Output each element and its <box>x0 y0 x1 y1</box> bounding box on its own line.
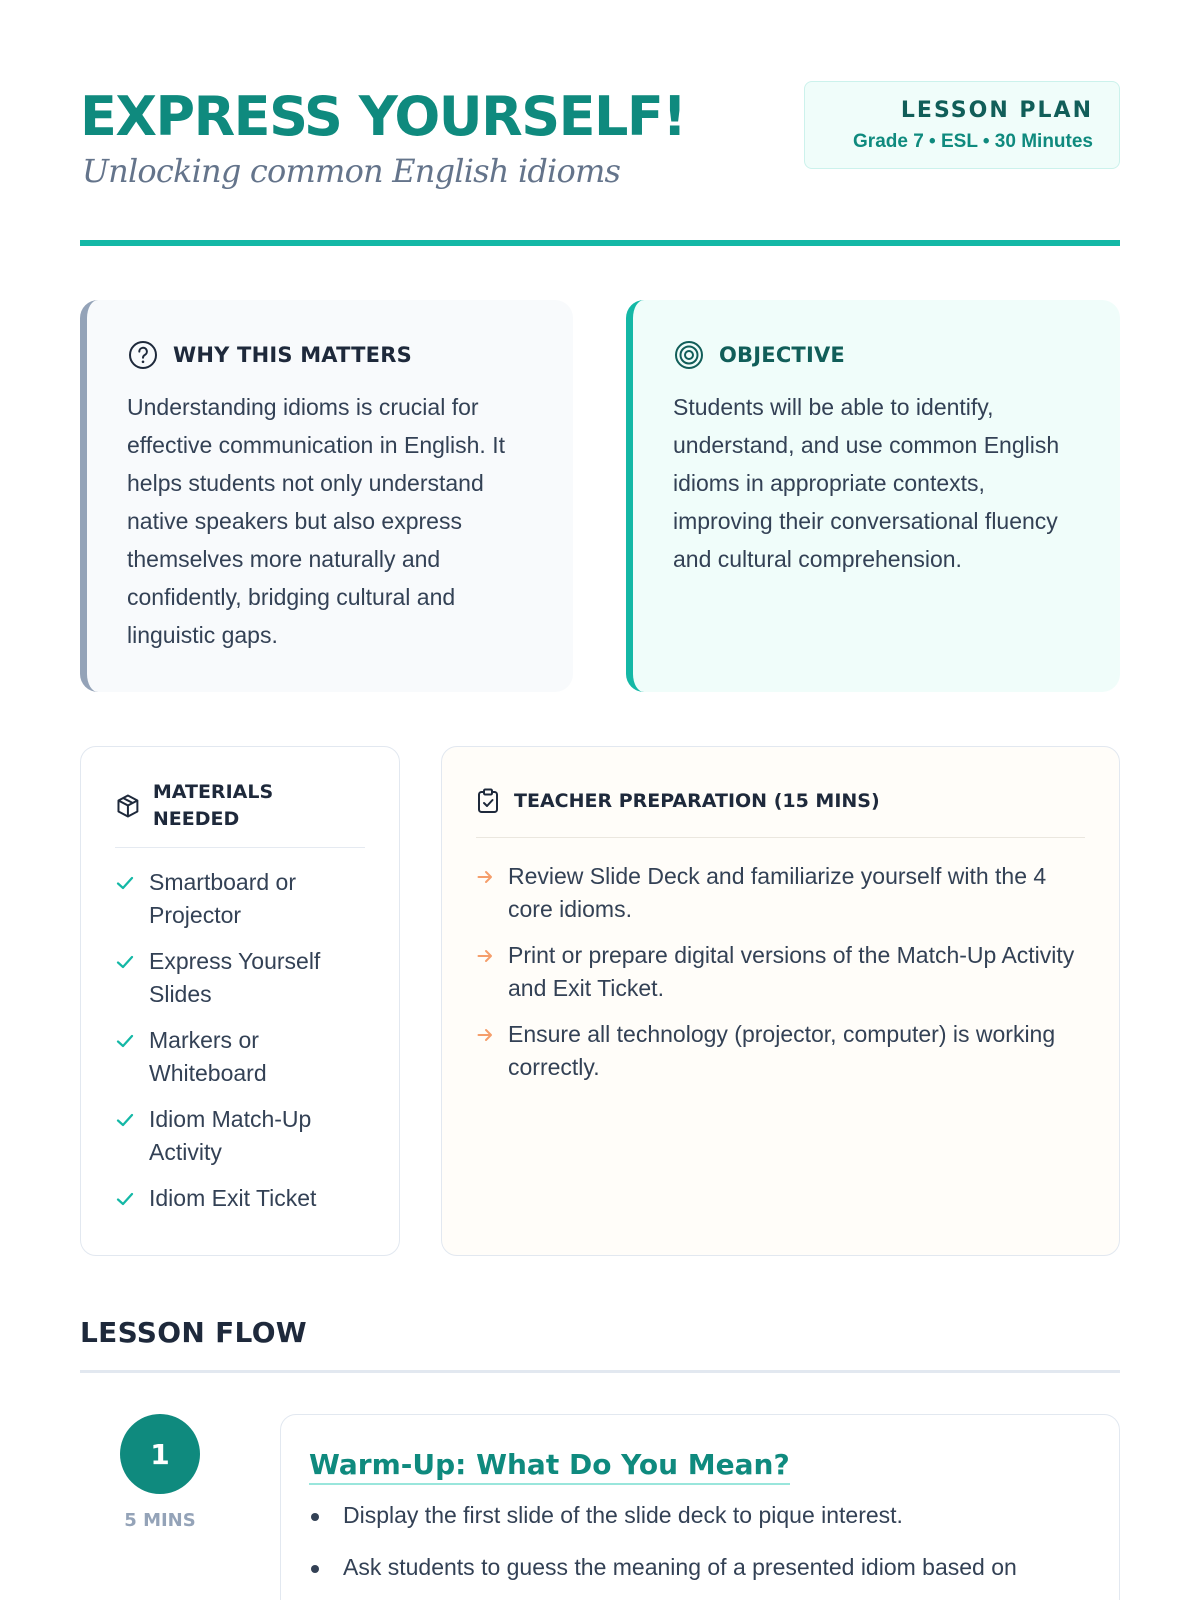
materials-card-header <box>115 779 365 848</box>
teacher-prep-heading: TEACHER PREPARATION (15 MINS) <box>514 790 880 812</box>
objective-card <box>626 300 1120 692</box>
material-label: Smartboard or Projector <box>149 869 297 928</box>
list-item <box>309 1551 1091 1584</box>
lesson-step-card <box>280 1414 1120 1600</box>
lesson-plan-badge <box>804 81 1120 169</box>
material-label: Express Yourself Slides <box>149 948 321 1007</box>
prep-item-text: Review Slide Deck and familiarize yourself with the 4 core idioms. <box>508 863 1047 922</box>
list-item <box>309 1499 1091 1532</box>
page-subtitle: Unlocking common English idioms <box>82 152 621 190</box>
check-icon <box>115 1110 135 1130</box>
teacher-prep-header <box>476 779 1085 838</box>
bullet-icon <box>311 1565 319 1573</box>
badge-subtitle: Grade 7 • ESL • 30 Minutes <box>853 131 1093 152</box>
list-item <box>115 1103 365 1169</box>
bullet-icon <box>311 1513 319 1521</box>
page-header <box>80 80 1120 245</box>
step-item-text: Display the first slide of the slide deck to pique interest. <box>343 1502 903 1528</box>
page-title: EXPRESS YOURSELF! <box>80 85 686 148</box>
check-icon <box>115 873 135 893</box>
material-label: Idiom Exit Ticket <box>149 1185 317 1211</box>
why-this-matters-card <box>80 300 573 692</box>
material-label: Idiom Match-Up Activity <box>149 1106 312 1165</box>
question-circle-icon <box>127 339 159 371</box>
step-duration: 5 MINS <box>124 1510 196 1531</box>
prep-item-text: Print or prepare digital versions of the Match-Up Activity and Exit Ticket. <box>508 942 1075 1001</box>
step-number-badge: 1 <box>120 1414 200 1494</box>
list-item <box>476 1018 1085 1084</box>
lesson-flow-heading: LESSON FLOW <box>80 1316 307 1349</box>
materials-list <box>115 866 365 1215</box>
box-icon <box>115 793 141 819</box>
list-item <box>476 860 1085 926</box>
why-card-heading: WHY THIS MATTERS <box>173 343 412 367</box>
objective-card-heading: OBJECTIVE <box>719 343 845 367</box>
material-label: Markers or Whiteboard <box>149 1027 267 1086</box>
why-card-body: Understanding idioms is crucial for effective communication in English. It helps students not only understand native speakers but also express themselves more naturally and confidently, bridging cultural and linguistic gaps. <box>127 394 505 648</box>
check-icon <box>115 952 135 972</box>
materials-card-heading: MATERIALS NEEDED <box>152 781 274 830</box>
materials-card <box>80 746 400 1256</box>
list-item <box>115 945 365 1011</box>
clipboard-check-icon <box>476 788 500 814</box>
check-icon <box>115 1031 135 1051</box>
list-item <box>476 939 1085 1005</box>
lesson-flow-divider <box>80 1370 1120 1373</box>
teacher-prep-card <box>441 746 1120 1256</box>
header-divider <box>80 240 1120 246</box>
why-card-header <box>127 340 533 370</box>
check-icon <box>115 1189 135 1209</box>
step-title: Warm-Up: What Do You Mean? <box>309 1447 790 1485</box>
objective-card-body: Students will be able to identify, understand, and use common English idioms in appropriate contexts, improving their conversational fluency and cultural comprehension. <box>673 394 1060 572</box>
badge-title: LESSON PLAN <box>900 98 1093 123</box>
step-item-text: Ask students to guess the meaning of a presented idiom based on <box>343 1554 1017 1580</box>
arrow-right-icon <box>476 947 494 965</box>
arrow-right-icon <box>476 1026 494 1044</box>
list-item <box>115 1182 365 1215</box>
teacher-prep-list <box>476 860 1085 1084</box>
target-icon <box>673 339 705 371</box>
list-item <box>115 1024 365 1090</box>
prep-item-text: Ensure all technology (projector, computer) is working correctly. <box>508 1021 1056 1080</box>
step-activity-list <box>309 1499 1091 1584</box>
objective-card-header <box>673 340 1080 370</box>
arrow-right-icon <box>476 868 494 886</box>
list-item <box>115 866 365 932</box>
